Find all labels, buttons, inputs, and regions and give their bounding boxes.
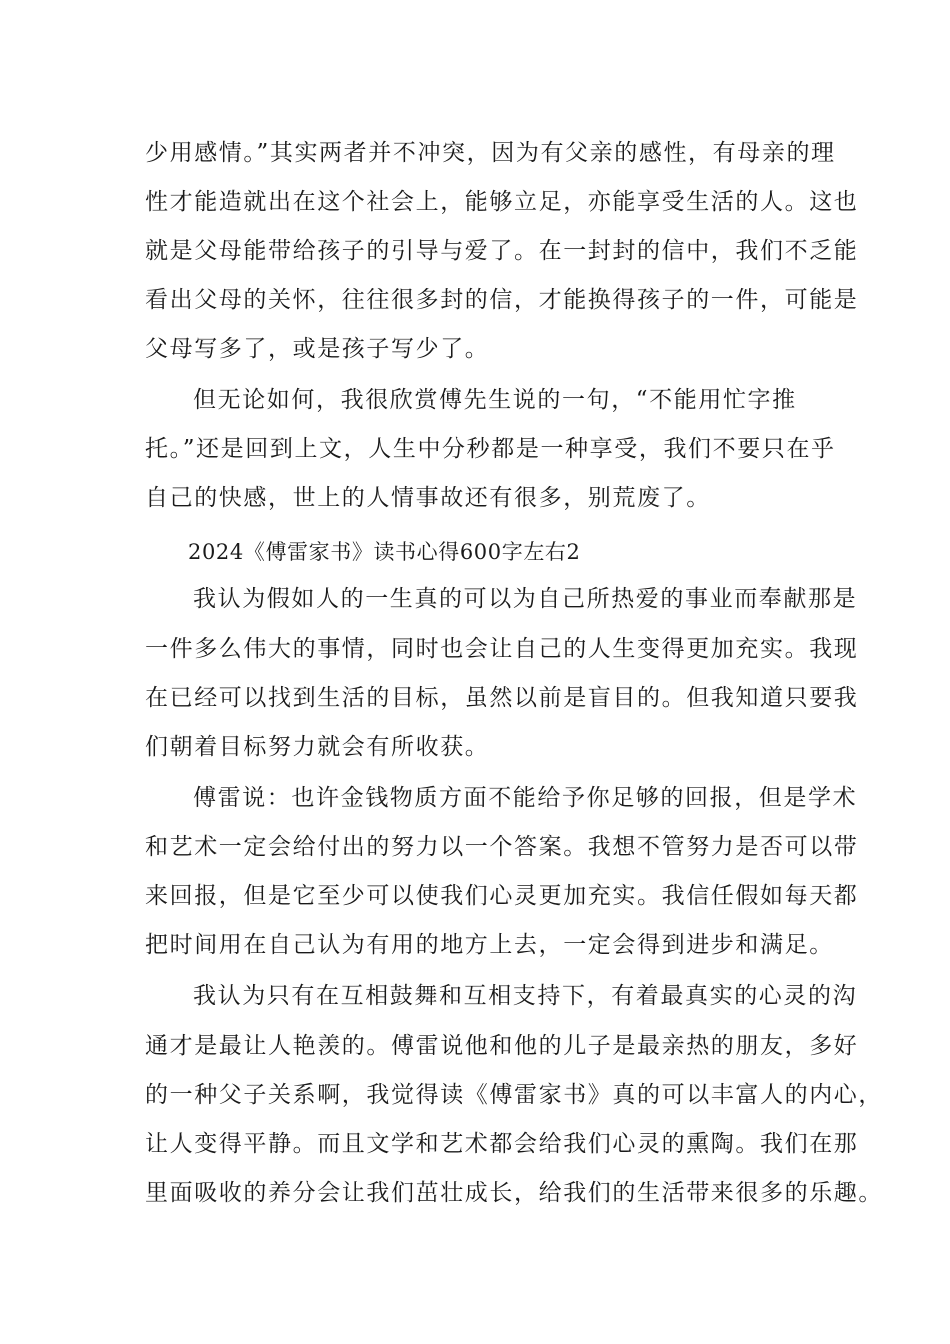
- paragraph-line: 托。”还是回到上文，人生中分秒都是一种享受，我们不要只在乎: [145, 436, 836, 462]
- paragraph-line: 在已经可以找到生活的目标，虽然以前是盲目的。但我知道只要我: [145, 685, 859, 711]
- paragraph-line: 父母写多了，或是孩子写少了。: [145, 336, 490, 362]
- paragraph-line: 一件多么伟大的事情，同时也会让自己的人生变得更加充实。我现: [145, 636, 859, 662]
- paragraph-line: 就是父母能带给孩子的引导与爱了。在一封封的信中，我们不乏能: [145, 238, 859, 264]
- paragraph-line: 自己的快感，世上的人情事故还有很多，别荒废了。: [145, 485, 711, 511]
- paragraph-line: 们朝着目标努力就会有所收获。: [145, 734, 490, 760]
- paragraph-line: 我认为假如人的一生真的可以为自己所热爱的事业而奉献那是: [193, 586, 858, 612]
- paragraph-line: 性才能造就出在这个社会上，能够立足，亦能享受生活的人。这也: [145, 189, 859, 215]
- paragraph-line: 把时间用在自己认为有用的地方上去，一定会得到进步和满足。: [145, 932, 834, 958]
- paragraph-line: 和艺术一定会给付出的努力以一个答案。我想不管努力是否可以带: [145, 834, 859, 860]
- paragraph-line: 来回报，但是它至少可以使我们心灵更加充实。我信任假如每天都: [145, 883, 859, 909]
- paragraph-line: 通才是最让人艳羡的。傅雷说他和他的儿子是最亲热的朋友，多好: [145, 1033, 859, 1059]
- paragraph-line: 看出父母的关怀，往往很多封的信，才能换得孩子的一件，可能是: [145, 287, 859, 313]
- paragraph-line: 的一种父子关系啊，我觉得读《傅雷家书》真的可以丰富人的内心，: [145, 1082, 883, 1108]
- paragraph-line: 但无论如何，我很欣赏傅先生说的一句，“不能用忙字推: [193, 387, 797, 413]
- section-heading: 2024《傅雷家书》读书心得600字左右2: [188, 540, 581, 564]
- paragraph-line: 里面吸收的养分会让我们茁壮成长，给我们的生活带来很多的乐趣。: [145, 1180, 883, 1206]
- paragraph-line: 少用感情。”其实两者并不冲突，因为有父亲的感性，有母亲的理: [145, 140, 836, 166]
- paragraph-line: 傅雷说：也许金钱物质方面不能给予你足够的回报，但是学术: [193, 785, 858, 811]
- paragraph-line: 让人变得平静。而且文学和艺术都会给我们心灵的熏陶。我们在那: [145, 1131, 859, 1157]
- paragraph-line: 我认为只有在互相鼓舞和互相支持下，有着最真实的心灵的沟: [193, 983, 858, 1009]
